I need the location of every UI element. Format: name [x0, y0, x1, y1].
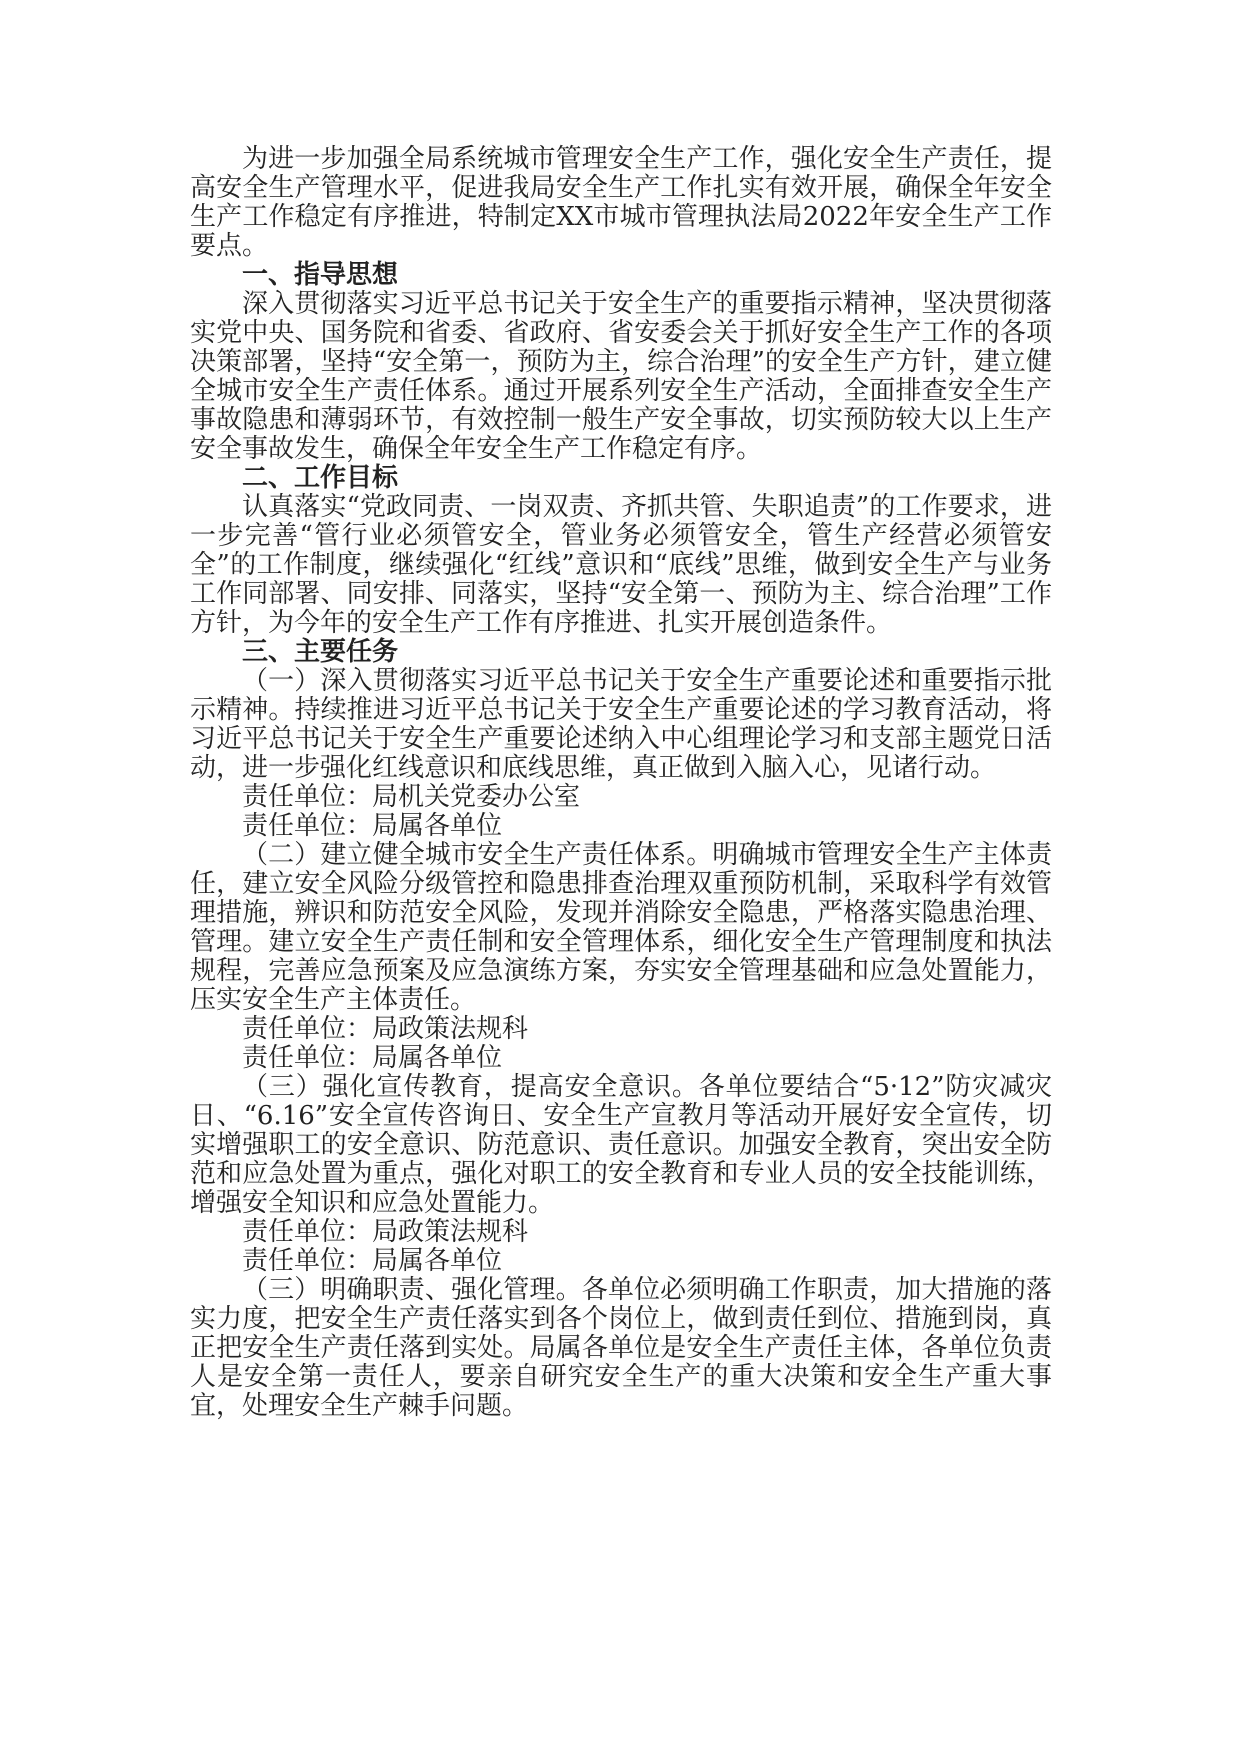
document-page — [190, 145, 1052, 1421]
responsible-unit: 责任单位：局属各单位 — [242, 811, 503, 841]
responsible-unit: 责任单位：局属各单位 — [242, 1043, 503, 1073]
section-paragraph: 深入贯彻落实习近平总书记关于安全生产的重要指示精神，坚决贯彻落实党中央、国务院和省委、省政府、省安委会关于抓好安全生产工作的各项决策部署，坚持“安全第一，预防为主，综合治理”的安全生产方针，建立健全城市安全生产责任体系。通过开展系列安全生产活动，全面排查安全生产事故隐患和薄弱环节，有效控制一般生产安全事故，切实预防较大以上生产安全事故发生，确保全年安全生产工作稳定有序。 — [190, 289, 1052, 464]
task-paragraph: （三）明确职责、强化管理。各单位必须明确工作职责，加大措施的落实力度，把安全生产责任落实到各个岗位上，做到责任到位、措施到岗，真正把安全生产责任落到实处。局属各单位是安全生产责任主体，各单位负责人是安全第一责任人，要亲自研究安全生产的重大决策和安全生产重大事宜，处理安全生产棘手问题。 — [190, 1275, 1052, 1421]
task-paragraph: （二）建立健全城市安全生产责任体系。明确城市管理安全生产主体责任，建立安全风险分级管控和隐患排查治理双重预防机制，采取科学有效管理措施，辨识和防范安全风险，发现并消除安全隐患，严格落实隐患治理、管理。建立安全生产责任制和安全管理体系，细化安全生产管理制度和执法规程，完善应急预案及应急演练方案，夯实安全管理基础和应急处置能力，压实安全生产主体责任。 — [190, 840, 1052, 1015]
section-heading: 一、指导思想 — [242, 260, 399, 290]
section-heading: 二、工作目标 — [242, 463, 399, 493]
responsible-unit: 责任单位：局政策法规科 — [242, 1217, 529, 1247]
responsible-unit: 责任单位：局机关党委办公室 — [242, 782, 581, 812]
task-paragraph: （一）深入贯彻落实习近平总书记关于安全生产重要论述和重要指示批示精神。持续推进习近平总书记关于安全生产重要论述的学习教育活动，将习近平总书记关于安全生产重要论述纳入中心组理论学习和支部主题党日活动，进一步强化红线意识和底线思维，真正做到入脑入心，见诸行动。 — [190, 666, 1052, 783]
responsible-unit: 责任单位：局政策法规科 — [242, 1014, 529, 1044]
task-paragraph: （三）强化宣传教育，提高安全意识。各单位要结合“5·12”防灾减灾日、“6.16”安全宣传咨询日、安全生产宣教月等活动开展好安全宣传，切实增强职工的安全意识、防范意识、责任意识。加强安全教育，突出安全防范和应急处置为重点，强化对职工的安全教育和专业人员的安全技能训练，增强安全知识和应急处置能力。 — [190, 1072, 1052, 1218]
responsible-unit: 责任单位：局属各单位 — [242, 1246, 503, 1276]
section-paragraph: 认真落实“党政同责、一岗双责、齐抓共管、失职追责”的工作要求，进一步完善“管行业必须管安全，管业务必须管安全，管生产经营必须管安全”的工作制度，继续强化“红线”意识和“底线”思维，做到安全生产与业务工作同部署、同安排、同落实，坚持“安全第一、预防为主、综合治理”工作方针，为今年的安全生产工作有序推进、扎实开展创造条件。 — [190, 492, 1052, 638]
intro-paragraph: 为进一步加强全局系统城市管理安全生产工作，强化安全生产责任，提高安全生产管理水平，促进我局安全生产工作扎实有效开展，确保全年安全生产工作稳定有序推进，特制定XX市城市管理执法局2022年安全生产工作要点。 — [190, 144, 1052, 261]
section-heading: 三、主要任务 — [242, 637, 399, 667]
